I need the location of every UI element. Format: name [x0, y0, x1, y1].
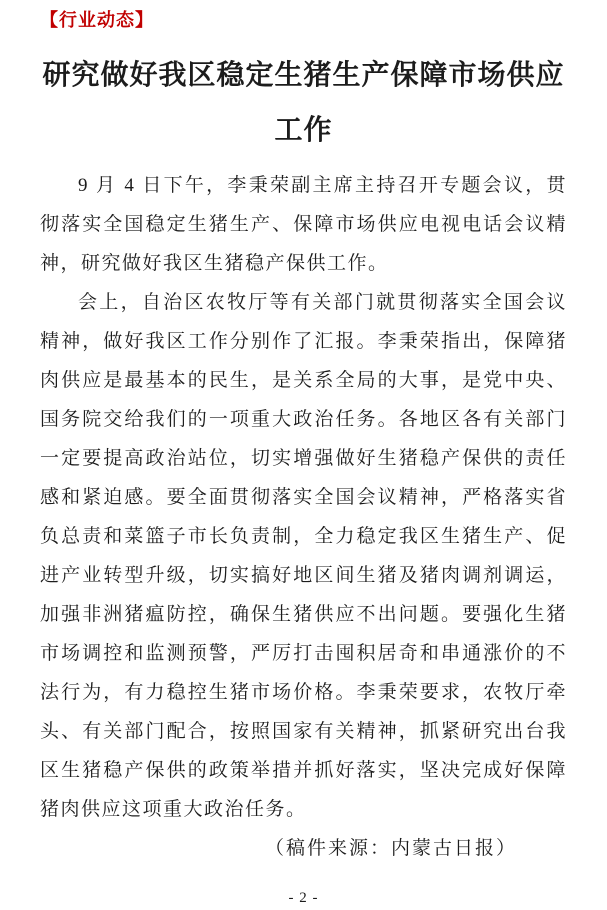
source-attribution: （稿件来源：内蒙古日报）	[264, 838, 517, 859]
title-line-2: 工作	[274, 115, 333, 146]
title-line-1: 研究做好我区稳定生猪生产保障市场供应	[42, 60, 565, 91]
section-tag: 【行业动态】	[40, 10, 154, 30]
paragraph-1: 9 月 4 日下午，李秉荣副主席主持召开专题会议，贯彻落实全国稳定生猪生产、保障市场供应电视电话会议精神，研究做好我区生猪稳产保供工作。	[40, 175, 567, 274]
document-body	[40, 166, 567, 829]
document-title	[40, 48, 567, 158]
paragraph-2: 会上，自治区农牧厅等有关部门就贯彻落实全国会议精神，做好我区工作分别作了汇报。李秉荣指出，保障猪肉供应是最基本的民生，是关系全局的大事，是党中央、国务院交给我们的一项重大政治任务。各地区各有关部门一定要提高政治站位，切实增强做好生猪稳产保供的责任感和紧迫感。要全面贯彻落实全国会议精神，严格落实省负总责和菜篮子市长负责制，全力稳定我区生猪生产、促进产业转型升级，切实搞好地区间生猪及猪肉调剂调运，加强非洲猪瘟防控，确保生猪供应不出问题。要强化生猪市场调控和监测预警，严厉打击囤积居奇和串通涨价的不法行为，有力稳控生猪市场价格。李秉荣要求，农牧厅牵头、有关部门配合，按照国家有关精神，抓紧研究出台我区生猪稳产保供的政策举措并抓好落实，坚决完成好保障猪肉供应这项重大政治任务。	[40, 292, 567, 820]
page-number: - 2 -	[288, 890, 319, 906]
